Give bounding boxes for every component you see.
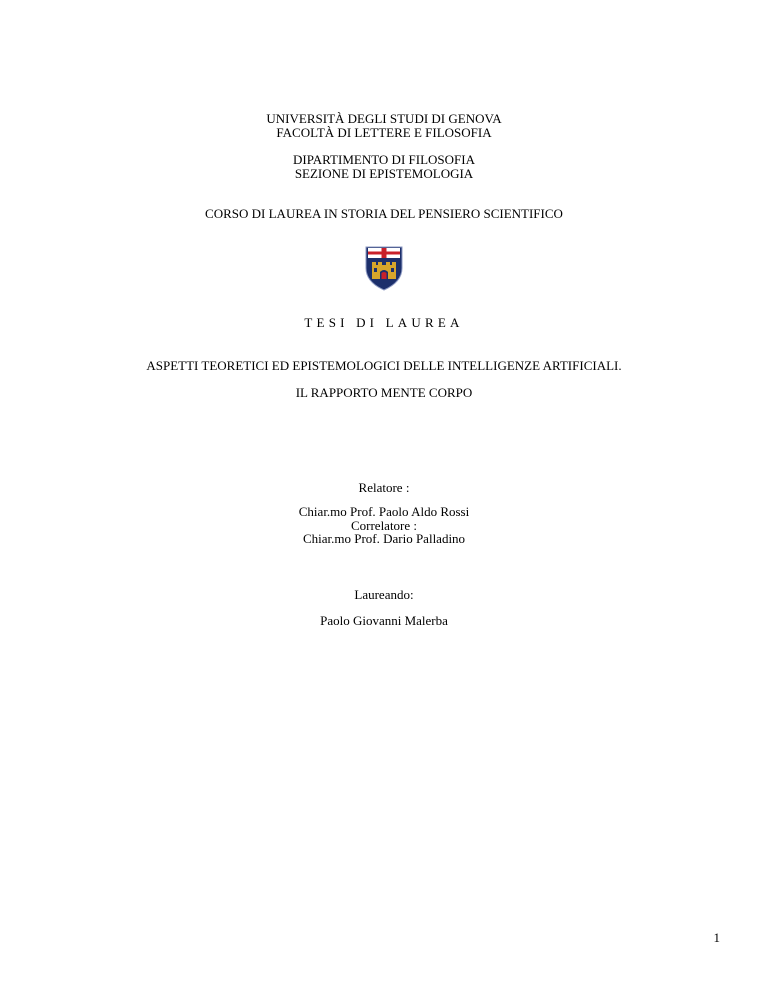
faculty-name: FACOLTÀ DI LETTERE E FILOSOFIA [276,125,492,140]
relatore-name: Chiar.mo Prof. Paolo Aldo Rossi [298,504,470,519]
thesis-subtitle: IL RAPPORTO MENTE CORPO [295,385,473,400]
candidate-name: Paolo Giovanni Malerba [320,613,448,628]
university-crest-icon [364,244,404,292]
relatore-label: Relatore : [358,480,410,495]
course-name: CORSO DI LAUREA IN STORIA DEL PENSIERO SCIENTIFICO [205,206,563,221]
thesis-title: ASPETTI TEORETICI ED EPISTEMOLOGICI DELLE INTELLIGENZE ARTIFICIALI. [146,358,622,373]
correlatore-name: Chiar.mo Prof. Dario Palladino [302,531,466,546]
page-number: 1 [713,930,720,945]
university-name: UNIVERSITÀ DEGLI STUDI DI GENOVA [266,111,502,126]
correlatore-label: Correlatore : [350,518,418,533]
section-name: SEZIONE DI EPISTEMOLOGIA [294,166,474,181]
department-name: DIPARTIMENTO DI FILOSOFIA [293,152,475,167]
thesis-label: TESI DI LAUREA [304,315,464,330]
candidate-label: Laureando: [354,587,414,602]
